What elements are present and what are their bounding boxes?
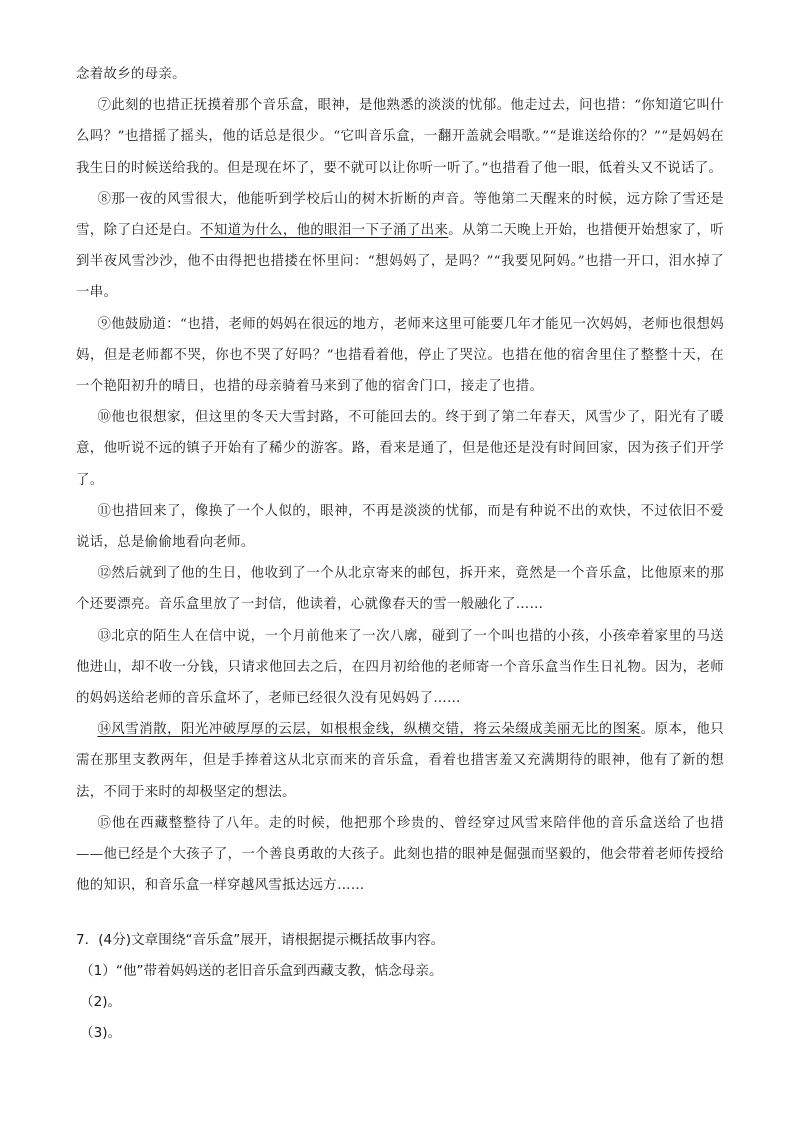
paragraph-8-end: 。从第二天晚上开始，也措便开始想家了，听到半夜风雪沙沙，他不由得把也措搂在怀里问：“想妈妈了，是吗？”“我要见阿妈。”也措一开口，泪水掉了一串。 xyxy=(76,223,724,301)
paragraph-8-start: ⑧那一夜的风雪很大，他能听到学校后山的树木折断的声音。等他第二天醒来的时候，远方除了雪还是雪，除了白还是白。 xyxy=(76,191,724,239)
story-line-continued: 念着故乡的母亲。 xyxy=(76,67,186,82)
underlined-sentence-8: 不知道为什么，他的眼泪一下子涌了出来 xyxy=(200,223,449,239)
paragraph-14 xyxy=(76,714,724,808)
paragraph-8 xyxy=(76,184,724,309)
question-7-part-3: （3)。 xyxy=(80,1025,122,1041)
paragraph-7: ⑦此刻的也措正抚摸着那个音乐盒，眼神，是他熟悉的淡淡的忧郁。他走过去，问也措：“你知道它叫什么吗？”也措摇了摇头，他的话总是很少。“它叫音乐盒，一翻开盖就会唱歌。”“是谁送给你的？”“是妈妈在我生日的时候送给我的。但是现在坏了，要不就可以让你听一听了。”也措看了他一眼，低着头又不说话了。 xyxy=(76,98,724,176)
story-text xyxy=(76,59,724,901)
paragraph-11: ⑪也措回来了，像换了一个人似的，眼神，不再是淡淡的忧郁，而是有种说不出的欢快，不过依旧不爱说话，总是偷偷地看向老师。 xyxy=(76,503,724,551)
paragraph-10: ⑩他也很想家，但这里的冬天大雪封路，不可能回去的。终于到了第二年春天，风雪少了，阳光有了暖意，他听说不远的镇子开始有了稀少的游客。路，看来是通了，但是他还是没有时间回家，因为孩子们开学了。 xyxy=(76,410,724,488)
paragraph-12: ⑫然后就到了他的生日，他收到了一个从北京寄来的邮包，拆开来，竟然是一个音乐盒，比他原来的那个还要漂亮。音乐盒里放了一封信，他读着，心就像春天的雪一般融化了…… xyxy=(76,566,724,613)
question-section xyxy=(76,925,724,1049)
paragraph-9: ⑨他鼓励道：“也措，老师的妈妈在很远的地方，老师来这里可能要几年才能见一次妈妈，老师也很想妈妈，但是老师都不哭，你也不哭了好吗？”也措看着他，停止了哭泣。也措在他的宿舍里住了整整十天，在一个艳阳初升的晴日，也措的母亲骑着马来到了他的宿舍门口，接走了也措。 xyxy=(76,316,724,395)
underlined-sentence-14: ⑭风雪消散，阳光冲破厚厚的云层，如根根金线，纵横交错，将云朵缀成美丽无比的图案 xyxy=(97,722,641,738)
paragraph-13: ⑬北京的陌生人在信中说，一个月前他来了一次八廓，碰到了一个叫也措的小孩，小孩牵着家里的马送他进山，却不收一分钱，只请求他回去之后，在四月初给他的老师寄一个音乐盒当作生日礼物。因为，老师的妈妈送给老师的音乐盒坏了，老师已经很久没有见妈妈了…… xyxy=(76,628,724,707)
question-7-part-2: （2)。 xyxy=(80,994,122,1010)
question-7-prompt: 7．(4分)文章围绕“音乐盒”展开，请根据提示概括故事内容。 xyxy=(76,932,445,948)
question-7-part-1: （1）“他”带着妈妈送的老旧音乐盒到西藏支教，惦念母亲。 xyxy=(80,963,443,979)
paragraph-15: ⑮他在西藏整整待了八年。走的时候，他把那个珍贵的、曾经穿过风雪来陪伴他的音乐盒送给了也措——他已经是个大孩子了，一个善良勇敢的大孩子。此刻也措的眼神是倔强而坚毅的，他会带着老师传授给他的知识，和音乐盒一样穿越风雪抵达远方…… xyxy=(76,815,724,894)
paragraph-14-end: 。原本，他只需在那里支教两年，但是手捧着这从北京而来的音乐盒，看着也措害羞又充满期待的眼神，他有了新的想法，不同于来时的却极坚定的想法。 xyxy=(76,722,724,800)
